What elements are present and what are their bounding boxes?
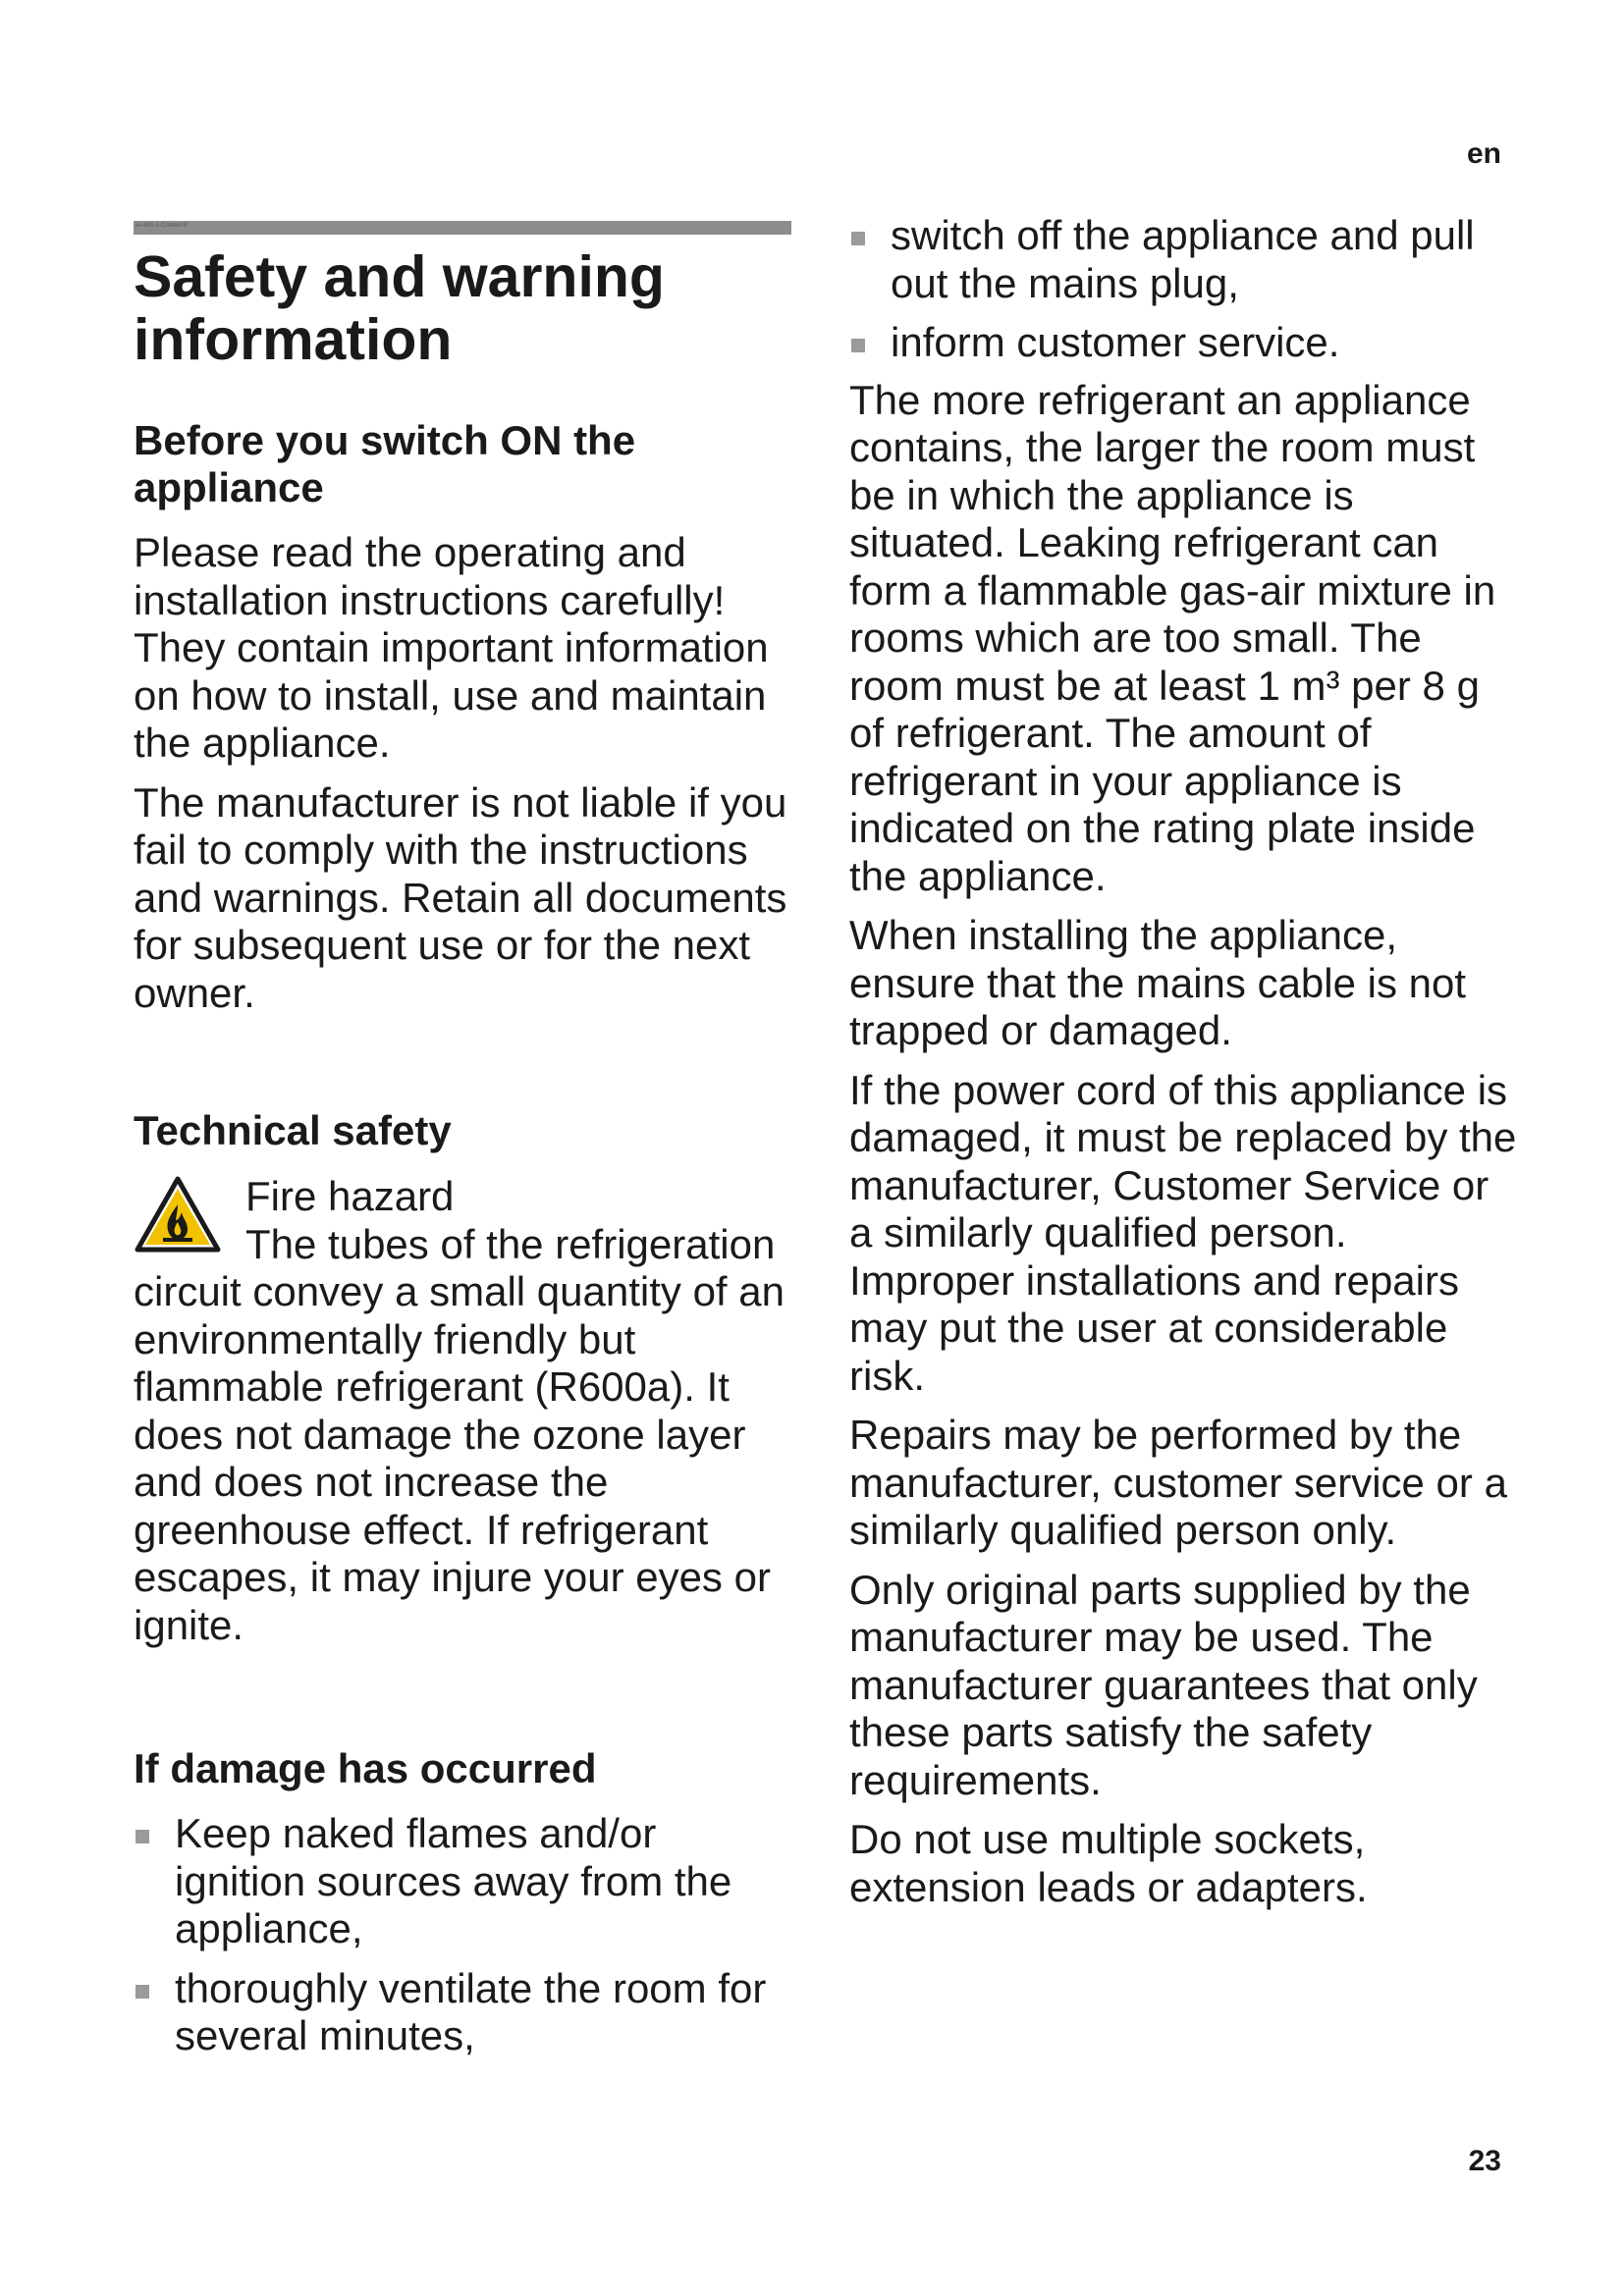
fire-hazard-warning	[134, 1173, 791, 1649]
original-parts-paragraph: Only original parts supplied by the manufacturer may be used. The manufacturer guarantees that only these parts satisfy the safety requirements.	[849, 1566, 1478, 1803]
page-title: Safety and warning information	[134, 244, 665, 372]
right-column	[849, 212, 1517, 1911]
bullet-icon	[135, 1830, 149, 1843]
installation-paragraph: When installing the appliance, ensure that the mains cable is not trapped or damaged.	[849, 912, 1467, 1053]
title-bar-text: en-info-tr-Content-P	[135, 223, 189, 229]
sockets-paragraph: Do not use multiple sockets, extension leads or adapters.	[849, 1816, 1368, 1910]
page-number: 23	[1468, 2145, 1501, 2177]
list-item: thoroughly ventilate the room for several minutes,	[134, 1965, 791, 2060]
list-item: switch off the appliance and pull out the mains plug,	[849, 212, 1517, 307]
bullet-icon	[135, 1985, 149, 1999]
fire-hazard-icon	[134, 1175, 222, 1254]
hazard-title: Fire hazard	[245, 1173, 455, 1219]
damage-list-right	[849, 212, 1517, 367]
repairs-paragraph: Repairs may be performed by the manufacturer, customer service or a similarly qualified person only.	[849, 1412, 1507, 1553]
hazard-text: The tubes of the refrigeration circuit convey a small quantity of an environmentally friendly but flammable refrigerant (R600a). It does not damage the ozone layer and does not increase the greenhouse effect. If refrigerant escapes, it may injure your eyes or ignite.	[134, 1220, 785, 1648]
bullet-icon	[851, 232, 865, 245]
section-heading-before: Before you switch ON the appliance	[134, 417, 636, 510]
section-technical-safety	[134, 1107, 791, 1154]
list-item: inform customer service.	[849, 319, 1517, 367]
before-paragraph-1: Please read the operating and installation instructions carefully! They contain important information on how to install, use and maintain the appliance.	[134, 529, 769, 766]
power-cord-paragraph: If the power cord of this appliance is damaged, it must be replaced by the manufacturer, Customer Service or a similarly qualified person. Improper installations and repairs may put the user at considerable risk.	[849, 1066, 1517, 1399]
refrigerant-paragraph: The more refrigerant an appliance contains, the larger the room must be in which the appliance is situated. Leaking refrigerant can form a flammable gas-air mixture in rooms which are too small. The room must be at least 1 m³ per 8 g of refrigerant. The amount of refrigerant in your appliance is indicated on the rating plate inside the appliance.	[849, 376, 1496, 899]
section-heading-technical: Technical safety	[134, 1107, 452, 1153]
title-bar	[134, 221, 791, 235]
before-paragraph-2: The manufacturer is not liable if you fail to comply with the instructions and warnings. Retain all documents for subsequent use or for the next owner.	[134, 778, 787, 1016]
section-heading-damage: If damage has occurred	[134, 1745, 597, 1791]
bullet-icon	[851, 339, 865, 352]
list-item: Keep naked flames and/or ignition sources away from the appliance,	[134, 1810, 791, 1953]
section-before-switch-on	[134, 417, 791, 1017]
section-damage	[134, 1745, 791, 2060]
damage-list-left	[134, 1810, 791, 2060]
language-code: en	[1466, 137, 1501, 170]
